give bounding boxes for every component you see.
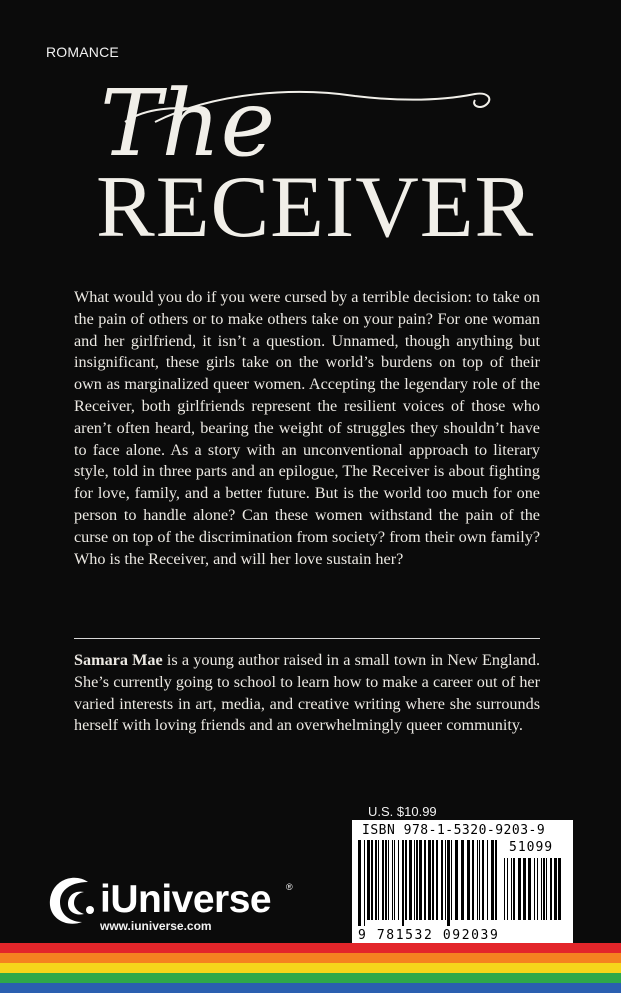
barcode-bar bbox=[554, 858, 557, 920]
book-title: RECEIVER bbox=[96, 159, 535, 256]
barcode-bar bbox=[358, 840, 361, 926]
barcode-bar bbox=[409, 840, 412, 920]
barcode-bar bbox=[378, 840, 379, 920]
swirl-logo-icon bbox=[44, 872, 100, 928]
rainbow-stripes bbox=[0, 943, 621, 993]
barcode-bar bbox=[385, 840, 387, 920]
barcode-bar bbox=[441, 840, 443, 920]
barcode-bar bbox=[432, 840, 434, 920]
price-label: U.S. $10.99 bbox=[368, 804, 437, 819]
barcode-bar bbox=[455, 840, 458, 920]
barcode-bar bbox=[504, 858, 505, 920]
barcode-bar bbox=[398, 840, 399, 920]
barcode-bar bbox=[477, 840, 478, 920]
author-bio-text: is a young author raised in a small town in New England. She’s currently going to school to learn how to make a career out of her varied interests in art, media, and creative writing where she surrounds herself with loving friends and an overwhelmingly queer community. bbox=[74, 651, 540, 735]
barcode-bar bbox=[371, 840, 373, 920]
barcode-bar bbox=[402, 840, 404, 926]
barcode-bar bbox=[375, 840, 377, 920]
barcode-bar bbox=[479, 840, 480, 920]
barcode-bar bbox=[558, 858, 561, 920]
isbn-number: ISBN 978-1-5320-9203-9 bbox=[362, 823, 546, 838]
barcode-bar bbox=[392, 840, 393, 920]
barcode-bar bbox=[461, 840, 464, 920]
title-the: The bbox=[100, 70, 276, 177]
barcode-bar bbox=[424, 840, 426, 920]
registered-mark: ® bbox=[286, 882, 293, 892]
divider bbox=[74, 638, 540, 639]
barcode-bar bbox=[541, 858, 542, 920]
barcode-bar bbox=[447, 840, 450, 926]
barcode-bar bbox=[518, 858, 521, 920]
barcode-bar bbox=[534, 858, 535, 920]
barcode-bar bbox=[367, 840, 370, 920]
barcode-bar bbox=[507, 858, 508, 920]
barcode-main-bars bbox=[358, 840, 498, 926]
barcode-bar bbox=[546, 858, 547, 920]
barcode-bar bbox=[451, 840, 452, 920]
barcode-bar bbox=[419, 840, 422, 920]
barcode-bar bbox=[405, 840, 407, 920]
back-cover-blurb: What would you do if you were cursed by a terrible decision: to take on the pain of others or to make others take on your pain? For one woman and her girlfriend, it isn’t a question. Unnamed, though anything but insignificant, these girls take on the world’s burdens on top of their own as marginalized queer women. Accepting the legendary role of the Receiver, both girlfriends represent the resilient voices of those who aren’t often heard, bearing the weight of struggles they shouldn’t have to face alone. As a story with an unconventional approach to literary style, told in three parts and an epilogue, The Receiver is about fighting for love, family, and a better future. But is the world too much for one person to handle alone? Can these women withstand the pain of the curse on top of the discrimination from society? from their own family? Who is the Receiver, and will her love sustain her? bbox=[74, 288, 540, 568]
genre-label: ROMANCE bbox=[46, 44, 119, 60]
barcode-bar bbox=[482, 840, 484, 920]
barcode-addon-bars bbox=[504, 858, 564, 926]
barcode-bar bbox=[467, 840, 470, 920]
barcode-bar bbox=[537, 858, 538, 920]
barcode-bar bbox=[495, 840, 497, 920]
barcode-bar bbox=[511, 858, 512, 920]
barcode-addon-number: 51099 bbox=[509, 840, 554, 855]
barcode-bar bbox=[428, 840, 431, 920]
barcode-bar bbox=[528, 858, 531, 920]
isbn-barcode bbox=[352, 820, 573, 947]
author-name: Samara Mae bbox=[74, 651, 163, 669]
publisher-name: iUniverse bbox=[100, 878, 272, 921]
barcode-bar bbox=[491, 840, 494, 920]
barcode-bar bbox=[436, 840, 438, 920]
barcode-bar bbox=[414, 840, 415, 920]
barcode-bar bbox=[487, 840, 488, 920]
author-bio bbox=[74, 650, 540, 737]
barcode-bar bbox=[550, 858, 552, 920]
barcode-bar bbox=[364, 840, 365, 926]
barcode-bar bbox=[513, 858, 515, 920]
stripe-2 bbox=[0, 953, 621, 963]
stripe-5 bbox=[0, 983, 621, 993]
barcode-bar bbox=[382, 840, 384, 920]
barcode-bar bbox=[445, 840, 446, 920]
barcode-bar bbox=[394, 840, 395, 920]
barcode-bar bbox=[416, 840, 418, 920]
barcode-bar bbox=[523, 858, 526, 920]
ean-number: 9 781532 092039 bbox=[358, 928, 500, 943]
barcode-bar bbox=[388, 840, 389, 920]
stripe-1 bbox=[0, 943, 621, 953]
stripe-4 bbox=[0, 973, 621, 983]
barcode-bar bbox=[543, 858, 545, 920]
barcode-bar bbox=[472, 840, 474, 920]
stripe-3 bbox=[0, 963, 621, 973]
publisher-url: www.iuniverse.com bbox=[100, 919, 212, 933]
